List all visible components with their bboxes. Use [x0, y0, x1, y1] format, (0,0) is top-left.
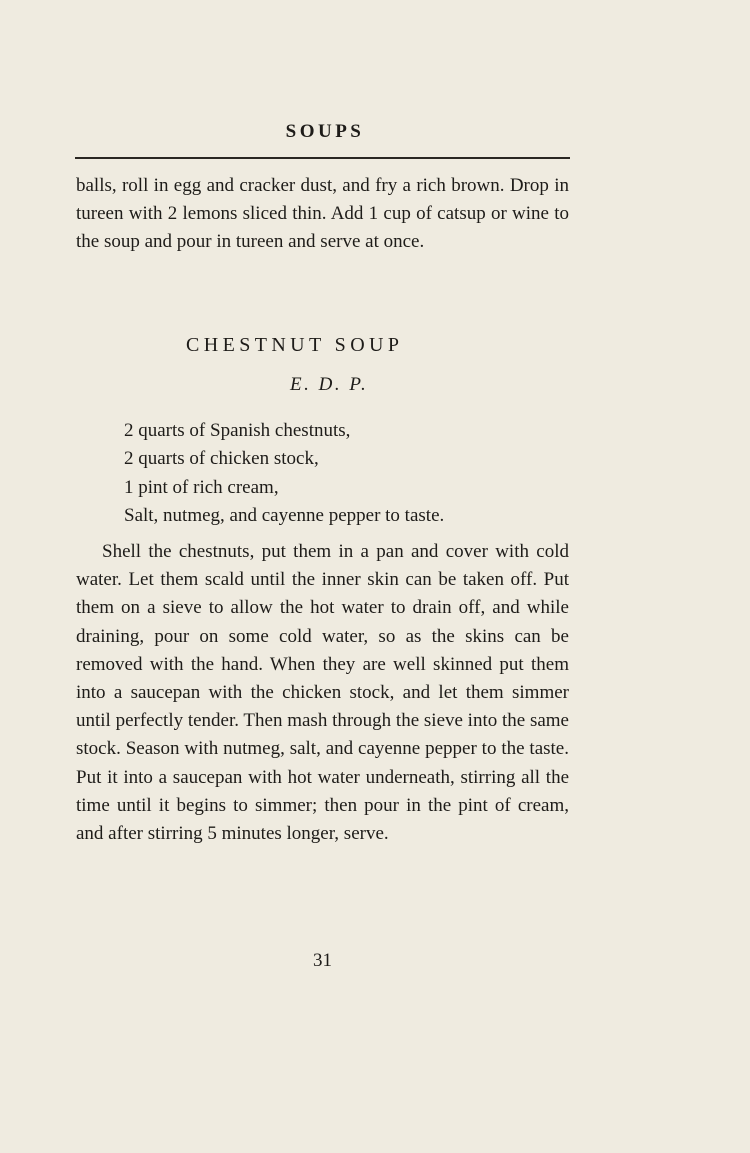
continuation-paragraph: balls, roll in egg and cracker dust, and fry a rich brown. Drop in tureen with 2 lemons sliced thin. Add 1 cup of catsup or wine to the soup and pour in tureen and serve at once. — [76, 175, 569, 253]
recipe-author: E. D. P. — [290, 374, 369, 395]
running-head: SOUPS — [285, 121, 365, 142]
ingredient-item: Salt, nutmeg, and cayenne pepper to taste. — [124, 504, 445, 526]
ingredient-item: 1 pint of rich cream, — [124, 476, 279, 498]
page-number: 31 — [313, 950, 332, 971]
ingredient-item: 2 quarts of chicken stock, — [124, 448, 319, 470]
ingredient-list — [124, 417, 444, 530]
recipe-instructions: Shell the chestnuts, put them in a pan and cover with cold water. Let them scald until the inner skin can be taken off. Put them on a sieve to allow the hot water to drain off, and while draining, pour on some cold water, so as the skins can be removed with the hand. When they are well skinned put them into a saucepan with the chicken stock, and let them simmer until perfectly tender. Then mash through the sieve into the same stock. Season with nutmeg, salt, and cayenne pepper to the taste. Put it into a saucepan with hot water underneath, stirring all the time until it begins to simmer; then pour in the pint of cream, and after stirring 5 minutes longer, serve. — [76, 541, 569, 845]
recipe-title: CHESTNUT SOUP — [186, 334, 404, 356]
ingredient-item: 2 quarts of Spanish chestnuts, — [124, 420, 351, 441]
header-rule — [75, 157, 570, 159]
